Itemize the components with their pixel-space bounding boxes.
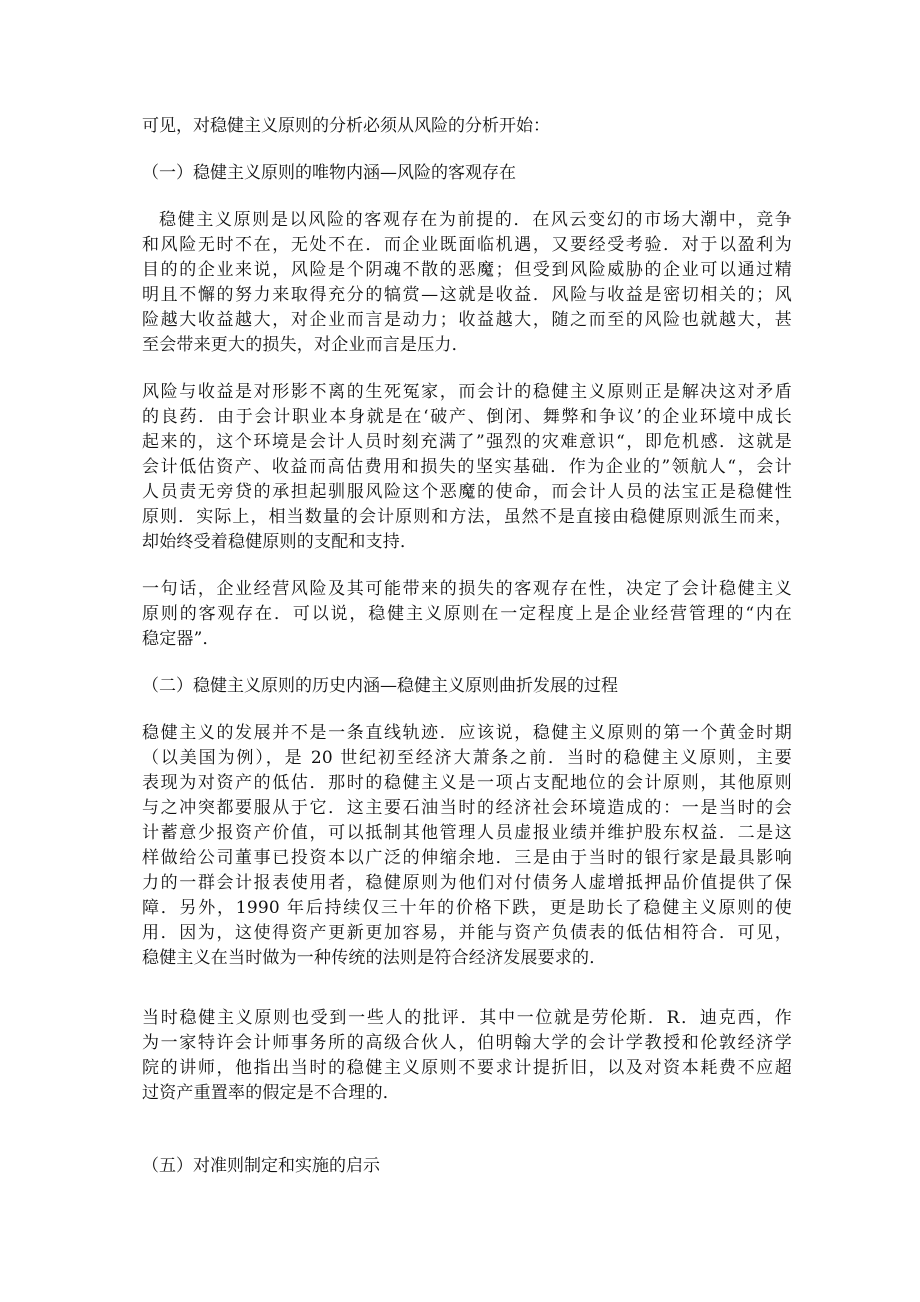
para2-line-4: 会计低估资产、收益而高估费用和损失的坚实基础．作为企业的”领航人“，会计 xyxy=(142,457,792,477)
para4-line-4: 与之冲突都要服从于它．这主要石油当时的经济社会环境造成的：一是当时的会 xyxy=(142,798,792,818)
para1-line-6: 至会带来更大的损失，对企业而言是压力． xyxy=(142,335,469,355)
para3-line-2: 原则的客观存在．可以说，稳健主义原则在一定程度上是企业经营管理的“内在 xyxy=(142,604,792,624)
para1-line-1: 稳健主义原则是以风险的客观存在为前提的．在风云变幻的市场大潮中，竞争 xyxy=(159,210,792,230)
para5-line-3: 院的讲师，他指出当时的稳健主义原则不要求计提折旧，以及对资本耗费不应超 xyxy=(142,1058,792,1078)
para1-line-5: 险越大收益越大，对企业而言是动力；收益越大，随之而至的风险也就越大，甚 xyxy=(142,310,792,330)
para4-line-6: 样做给公司董事已投资本以广泛的伸缩余地．三是由于当时的银行家是最具影响 xyxy=(142,848,792,868)
section-heading-1: （一）稳健主义原则的唯物内涵—风险的客观存在 xyxy=(142,163,516,183)
para3-line-1: 一句话，企业经营风险及其可能带来的损失的客观存在性，决定了会计稳健主义 xyxy=(142,579,792,599)
para4-line-2: （以美国为例），是 20 世纪初至经济大萧条之前．当时的稳健主义原则，主要 xyxy=(142,748,792,768)
para5-line-1: 当时稳健主义原则也受到一些人的批评．其中一位就是劳伦斯．R．迪克西，作 xyxy=(142,1008,792,1028)
para4-line-7: 力的一群会计报表使用者，稳健原则为他们对付债务人虚增抵押品价值提供了保 xyxy=(142,873,792,893)
para2-line-3: 起来的，这个环境是会计人员时刻充满了”强烈的灾难意识“，即危机感．这就是 xyxy=(142,432,792,452)
para4-line-5: 计蓄意少报资产价值，可以抵制其他管理人员虚报业绩并维护股东权益．二是这 xyxy=(142,823,792,843)
para4-line-3: 表现为对资产的低估．那时的稳健主义是一项占支配地位的会计原则，其他原则 xyxy=(142,773,792,793)
para5-line-4: 过资产重置率的假定是不合理的． xyxy=(142,1083,400,1103)
para1-line-4: 明且不懈的努力来取得充分的犒赏—这就是收益．风险与收益是密切相关的；风 xyxy=(142,285,792,305)
para4-line-9: 用．因为，这使得资产更新更加容易，并能与资产负债表的低估相符合．可见， xyxy=(142,923,792,943)
para2-line-2: 的良药．由于会计职业本身就是在‘破产、倒闭、舞弊和争议’的企业环境中成长 xyxy=(142,407,792,427)
para4-line-10: 稳健主义在当时做为一种传统的法则是符合经济发展要求的． xyxy=(142,948,607,968)
section-heading-3: （五）对准则制定和实施的启示 xyxy=(142,1156,380,1176)
para2-line-5: 人员责无旁贷的承担起驯服风险这个恶魔的使命，而会计人员的法宝正是稳健性 xyxy=(142,482,792,502)
section-heading-2: （二）稳健主义原则的历史内涵—稳健主义原则曲折发展的过程 xyxy=(142,676,618,696)
intro-line: 可见，对稳健主义原则的分析必须从风险的分析开始： xyxy=(142,116,550,136)
para1-line-2: 和风险无时不在，无处不在．而企业既面临机遇，又要经受考验．对于以盈利为 xyxy=(142,235,792,255)
para3-line-3: 稳定器”． xyxy=(142,629,220,649)
para5-line-2: 为一家特许会计师事务所的高级合伙人，伯明翰大学的会计学教授和伦敦经济学 xyxy=(142,1033,792,1053)
para2-line-6: 原则．实际上，相当数量的会计原则和方法，虽然不是直接由稳健原则派生而来， xyxy=(142,507,792,527)
para1-line-3: 目的的企业来说，风险是个阴魂不散的恶魔；但受到风险威胁的企业可以通过精 xyxy=(142,260,792,280)
para2-line-1: 风险与收益是对形影不离的生死冤家，而会计的稳健主义原则正是解决这对矛盾 xyxy=(142,382,792,402)
para4-line-8: 障．另外，1990 年后持续仅三十年的价格下跌，更是助长了稳健主义原则的使 xyxy=(142,898,792,918)
para4-line-1: 稳健主义的发展并不是一条直线轨迹．应该说，稳健主义原则的第一个黄金时期 xyxy=(142,723,792,743)
para2-line-7: 却始终受着稳健原则的支配和支持． xyxy=(142,532,418,552)
